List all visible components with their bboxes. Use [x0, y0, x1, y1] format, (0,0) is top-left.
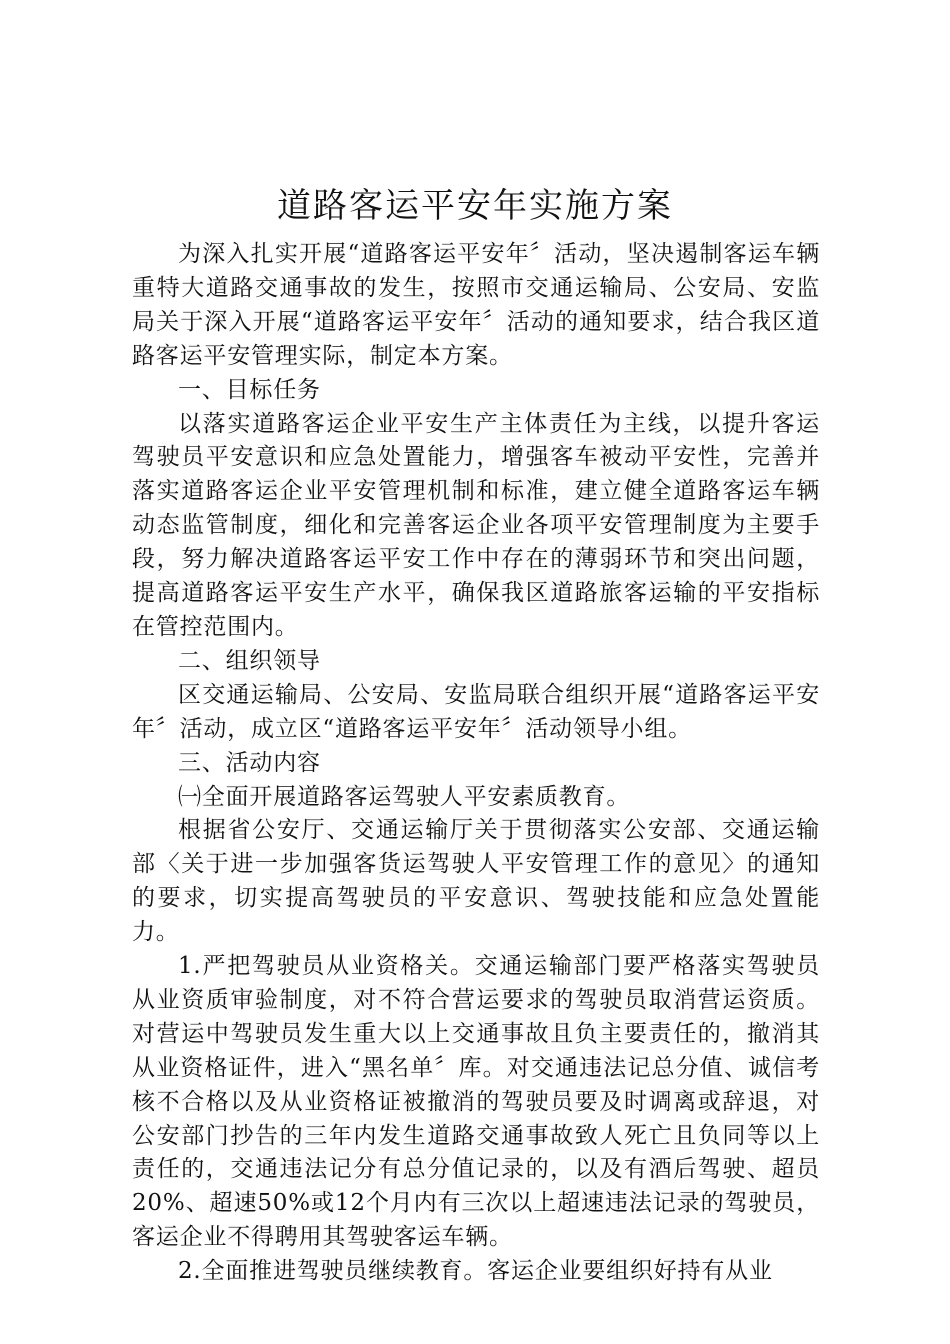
paragraph-item-1: 1.严把驾驶员从业资格关。交通运输部门要严格落实驾驶员从业资质审验制度，对不符合营运要求的驾驶员取消营运资质。对营运中驾驶员发生重大以上交通事故且负主要责任的，撤消其从业资格证件，进入“黑名单〞库。对交通违法记总分值、诚信考核不合格以及从业资格证被撤消的驾驶员要及时调离或辞退，对公安部门抄告的三年内发生道路交通事故致人死亡且负同等以上责任的，交通违法记分有总分值记录的，以及有酒后驾驶、超员20%、超速50%或12个月内有三次以上超速违法记录的驾驶员，客运企业不得聘用其驾驶客运车辆。 — [132, 953, 820, 1251]
document-title: 道路客运平安年实施方案 — [277, 186, 673, 226]
paragraph-organization: 区交通运输局、公安局、安监局联合组织开展“道路客运平安年〞活动，成立区“道路客运平安年〞活动领导小组。 — [132, 681, 820, 742]
paragraph-item-2: 2.全面推进驾驶员继续教育。客运企业要组织好持有从业 — [178, 1258, 773, 1285]
section-heading-activities: 三、活动内容 — [178, 749, 321, 776]
subsection-heading-education: ㈠全面开展道路客运驾驶人平安素质教育。 — [178, 783, 631, 810]
document-body — [132, 238, 820, 1289]
section-heading-goals: 一、目标任务 — [178, 376, 321, 403]
paragraph-goals: 以落实道路客运企业平安生产主体责任为主线，以提升客运驾驶员平安意识和应急处置能力，增强客车被动平安性，完善并落实道路客运企业平安管理机制和标准，建立健全道路客运车辆动态监管制度，细化和完善客运企业各项平安管理制度为主要手段，努力解决道路客运平安工作中存在的薄弱环节和突出问题，提高道路客运平安生产水平，确保我区道路旅客运输的平安指标在管控范围内。 — [132, 410, 820, 640]
section-heading-organization: 二、组织领导 — [178, 647, 321, 674]
paragraph-intro: 为深入扎实开展“道路客运平安年〞活动，坚决遏制客运车辆重特大道路交通事故的发生，按照市交通运输局、公安局、安监局关于深入开展“道路客运平安年〞活动的通知要求，结合我区道路客运平安管理实际，制定本方案。 — [132, 241, 820, 369]
paragraph-education: 根据省公安厅、交通运输厅关于贯彻落实公安部、交通运输部〈关于进一步加强客货运驾驶人平安管理工作的意见〉的通知的要求，切实提高驾驶员的平安意识、驾驶技能和应急处置能力。 — [132, 817, 820, 946]
